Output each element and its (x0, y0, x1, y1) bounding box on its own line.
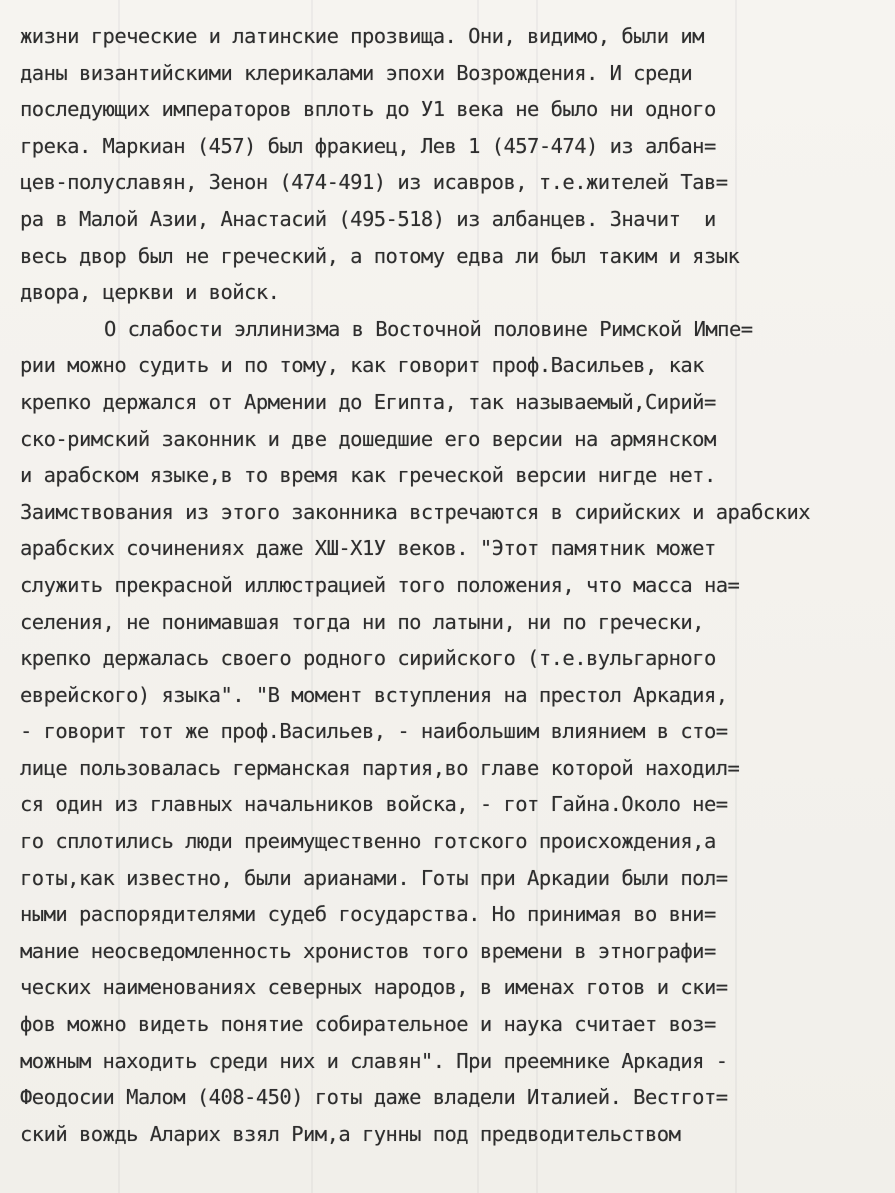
text-line: ско-римский законник и две дошедшие его версии на армянском (20, 426, 716, 451)
text-line: можным находить среди них и славян". При преемнике Аркадия - (20, 1048, 728, 1073)
text-line: селения, не понимавшая тогда ни по латыни, ни по гречески, (20, 609, 704, 634)
text-line: даны византийскими клерикалами эпохи Возрождения. И среди (20, 60, 693, 85)
text-line: лице пользовалась германская партия,во главе которой находил= (20, 755, 740, 780)
text-line: ский вождь Аларих взял Рим,а гунны под предводительством (20, 1121, 681, 1146)
text-line: Заимствования из этого законника встречаются в сирийских и арабских (20, 499, 811, 524)
text-line: еврейского) языка". "В момент вступления на престол Аркадия, (20, 682, 728, 707)
text-line: последующих императоров вплоть до У1 века не было ни одного (20, 97, 716, 122)
text-line: арабских сочинениях даже XШ-Х1У веков. "Этот памятник может (20, 536, 716, 561)
text-line: мание неосведомленность хронистов того времени в этнографи= (20, 938, 716, 963)
text-line: фов можно видеть понятие собирательное и наука считает воз= (20, 1012, 716, 1037)
text-line: ра в Малой Азии, Анастасий (495-518) из албанцев. Значит и (20, 206, 716, 231)
text-line: служить прекрасной иллюстрацией того положения, что масса на= (20, 572, 740, 597)
paragraph-start-line: О слабости эллинизма в Восточной половине Римской Импе= (104, 316, 753, 341)
text-line: ческих наименованиях северных народов, в именах готов и ски= (20, 975, 728, 1000)
typewritten-text (20, 18, 890, 1152)
text-line: ся один из главных начальников войска, - гот Гайна.Около не= (20, 792, 728, 817)
text-line: Феодосии Малом (408-450) готы даже владели Италией. Вестгот= (20, 1085, 728, 1110)
text-line: ными распорядителями судеб государства. Но принимая во вни= (20, 902, 716, 927)
text-line: рии можно судить и по тому, как говорит проф.Васильев, как (20, 353, 704, 378)
text-line: жизни греческие и латинские прозвища. Они, видимо, были им (20, 24, 704, 48)
text-line: го сплотились люди преимущественно готского происхождения,а (20, 829, 716, 854)
text-line: весь двор был не греческий, а потому едва ли был таким и язык (20, 243, 740, 268)
text-line: и арабском языке,в то время как греческой версии нигде нет. (20, 463, 716, 488)
text-line: грека. Маркиан (457) был фракиец, Лев 1 (457-474) из албан= (20, 133, 716, 158)
text-line: крепко держалась своего родного сирийского (т.е.вульгарного (20, 646, 716, 671)
text-line: цев-полуславян, Зенон (474-491) из исавров, т.е.жителей Тав= (20, 170, 728, 195)
text-line: готы,как известно, были арианами. Готы при Аркадии были пол= (20, 865, 728, 890)
text-line: крепко держался от Армении до Египта, так называемый,Сирий= (20, 389, 716, 414)
text-line: двора, церкви и войск. (20, 280, 280, 305)
text-line: - говорит тот же проф.Васильев, - наибольшим влиянием в сто= (20, 719, 728, 744)
